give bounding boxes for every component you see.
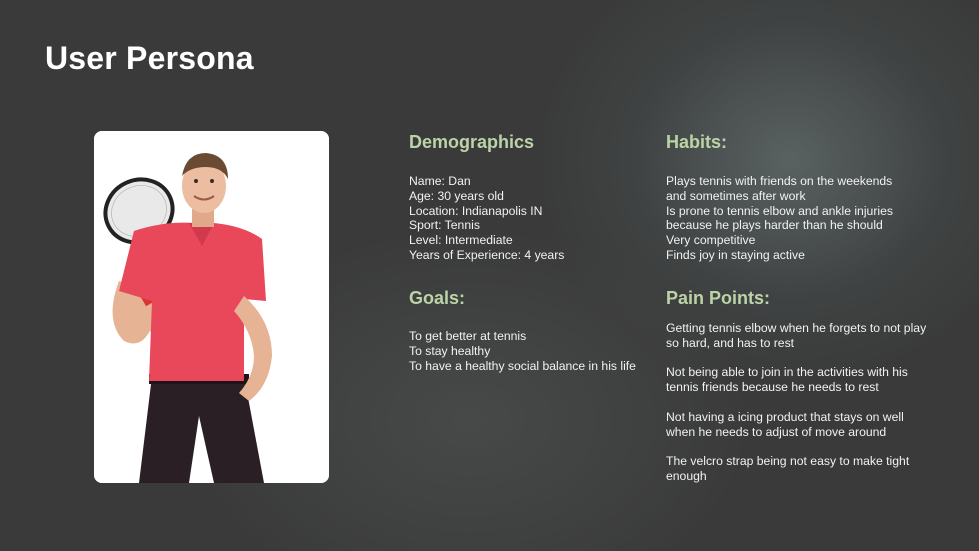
demographics-section: [409, 132, 564, 263]
goals-list: [409, 329, 636, 373]
habits-list: [666, 174, 893, 263]
demographics-list: [409, 174, 564, 263]
pain-point-item: The velcro strap being not easy to make tight enough: [666, 454, 910, 483]
demographics-item: Sport: Tennis: [409, 218, 480, 233]
demographics-item: Name: Dan: [409, 174, 471, 188]
pain-point-item: Not being able to join in the activities with his tennis friends because he needs to rest: [666, 365, 908, 395]
demographics-item: Age: 30 years old: [409, 188, 504, 203]
tennis-player-illustration: [94, 131, 329, 483]
habits-item: Very competitive: [666, 233, 756, 248]
habits-item: Is prone to tennis elbow and ankle injuries: [666, 203, 893, 218]
goals-item: To have a healthy social balance in his life: [409, 358, 636, 373]
pain-points-list: [666, 321, 936, 484]
pain-points-section: [666, 288, 936, 499]
pain-point-item: Not having a icing product that stays on well when he needs to adjust of move around: [666, 409, 904, 439]
habits-item: because he plays harder than he should: [666, 218, 883, 233]
pain-points-heading: Pain Points:: [666, 288, 771, 308]
page-title: User Persona: [45, 40, 254, 76]
demographics-item: Location: Indianapolis IN: [409, 203, 543, 218]
demographics-heading: Demographics: [409, 132, 535, 152]
habits-item: Finds joy in staying active: [666, 247, 805, 262]
goals-heading: Goals:: [409, 288, 466, 308]
habits-section: [666, 132, 893, 263]
habits-item: Plays tennis with friends on the weekends: [666, 174, 893, 188]
habits-heading: Habits:: [666, 132, 728, 152]
demographics-item: Years of Experience: 4 years: [409, 247, 565, 262]
habits-item: and sometimes after work: [666, 188, 806, 203]
goals-item: To stay healthy: [409, 343, 491, 358]
goals-item: To get better at tennis: [409, 329, 527, 343]
demographics-item: Level: Intermediate: [409, 233, 513, 248]
goals-section: [409, 288, 636, 373]
persona-photo: [94, 131, 329, 483]
pain-point-item: Getting tennis elbow when he forgets to not play so hard, and has to rest: [666, 321, 927, 350]
